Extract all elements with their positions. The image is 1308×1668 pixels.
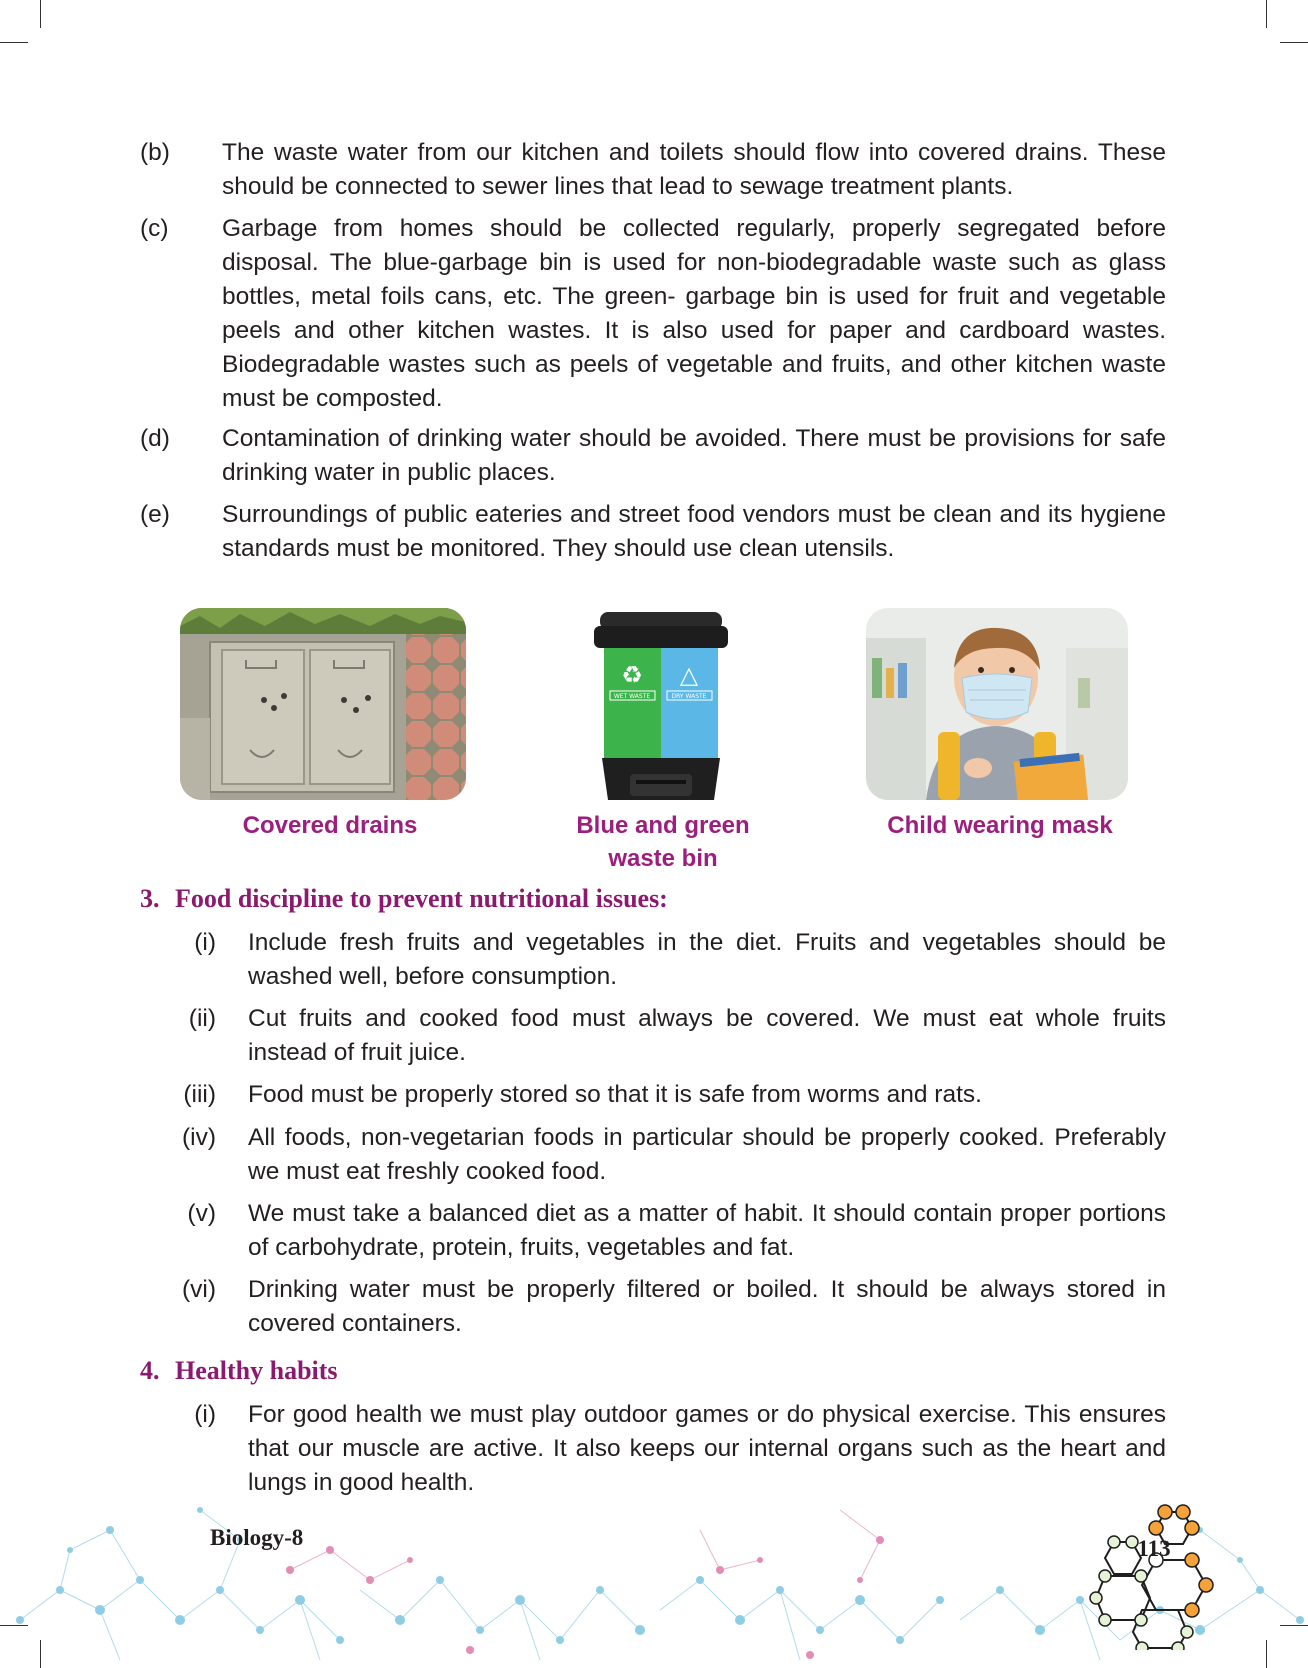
waste-bin-image bbox=[592, 608, 730, 804]
child-mask-caption: Child wearing mask bbox=[887, 812, 1113, 839]
svg-text:♻: ♻ bbox=[621, 661, 643, 689]
bin-label-wet: WET WASTE bbox=[613, 693, 651, 700]
child-mask-image bbox=[866, 608, 1128, 800]
crop-mark bbox=[1280, 42, 1308, 43]
list-text: Surroundings of public eateries and street food vendors must be clean and its hygiene standards must be monitored. They should use clean utensils. bbox=[222, 501, 1166, 562]
list-marker: (ii) bbox=[188, 1005, 216, 1032]
list-marker: (i) bbox=[194, 929, 216, 956]
list-marker: (v) bbox=[187, 1200, 216, 1227]
section-title: Food discipline to prevent nutritional issues: bbox=[175, 884, 668, 913]
waste-bin-caption: Blue and green waste bin bbox=[576, 812, 750, 872]
crop-mark bbox=[40, 0, 41, 28]
list-text: Garbage from homes should be collected regularly, properly segregated before disposal. The blue-garbage bin is used for non-biodegradable waste such as glass bottles, metal foils cans, etc. The green- garbage bin is used for fruit and vegetable peels and other kitchen wastes. It is also used for paper and cardboard wastes. Biodegradable wastes such as peels of vegetable and fruits, and other kitchen waste must be composted. bbox=[222, 215, 1166, 412]
page-number: 113 bbox=[1137, 1536, 1171, 1561]
list-marker: (i) bbox=[194, 1401, 216, 1428]
section-4-heading bbox=[140, 1356, 338, 1386]
covered-drains-caption: Covered drains bbox=[242, 812, 418, 839]
hexagon-badge-decoration bbox=[1050, 1500, 1260, 1650]
section-title: Healthy habits bbox=[175, 1356, 338, 1385]
list-marker: (d) bbox=[140, 425, 170, 452]
list-marker: (vi) bbox=[181, 1276, 216, 1303]
list-text: Food must be properly stored so that it is safe from worms and rats. bbox=[248, 1081, 982, 1108]
list-text: Cut fruits and cooked food must always be covered. We must eat whole fruits instead of fruit juice. bbox=[248, 1005, 1166, 1066]
section-number: 4. bbox=[140, 1356, 160, 1385]
list-marker: (b) bbox=[140, 139, 170, 166]
list-text: Contamination of drinking water should be avoided. There must be provisions for safe drinking water in public places. bbox=[222, 425, 1166, 486]
crop-mark bbox=[0, 42, 28, 43]
svg-text:△: △ bbox=[679, 661, 699, 689]
book-title: Biology-8 bbox=[210, 1525, 304, 1550]
list-marker: (iv) bbox=[181, 1124, 216, 1151]
list-marker: (iii) bbox=[183, 1081, 216, 1108]
list-text: We must take a balanced diet as a matter of habit. It should contain proper portions of carbohydrate, protein, fruits, vegetables and fat. bbox=[248, 1200, 1166, 1261]
section-3-heading bbox=[140, 884, 668, 914]
list-text: Include fresh fruits and vegetables in the diet. Fruits and vegetables should be washed well, before consumption. bbox=[248, 929, 1166, 990]
list-text: Drinking water must be properly filtered or boiled. It should be always stored in covered containers. bbox=[248, 1276, 1166, 1337]
covered-drains-image bbox=[180, 608, 466, 800]
list-marker: (e) bbox=[140, 501, 170, 528]
list-text: For good health we must play outdoor games or do physical exercise. This ensures that our muscle are active. It also keeps our internal organs such as the heart and lungs in good health. bbox=[248, 1401, 1166, 1496]
list-text: The waste water from our kitchen and toilets should flow into covered drains. These should be connected to sewer lines that lead to sewage treatment plants. bbox=[222, 139, 1166, 200]
bin-label-dry: DRY WASTE bbox=[671, 693, 707, 700]
crop-mark bbox=[1266, 0, 1267, 28]
section-number: 3. bbox=[140, 884, 160, 913]
list-marker: (c) bbox=[140, 215, 169, 242]
list-text: All foods, non-vegetarian foods in particular should be properly cooked. Preferably we must eat freshly cooked food. bbox=[248, 1124, 1166, 1185]
